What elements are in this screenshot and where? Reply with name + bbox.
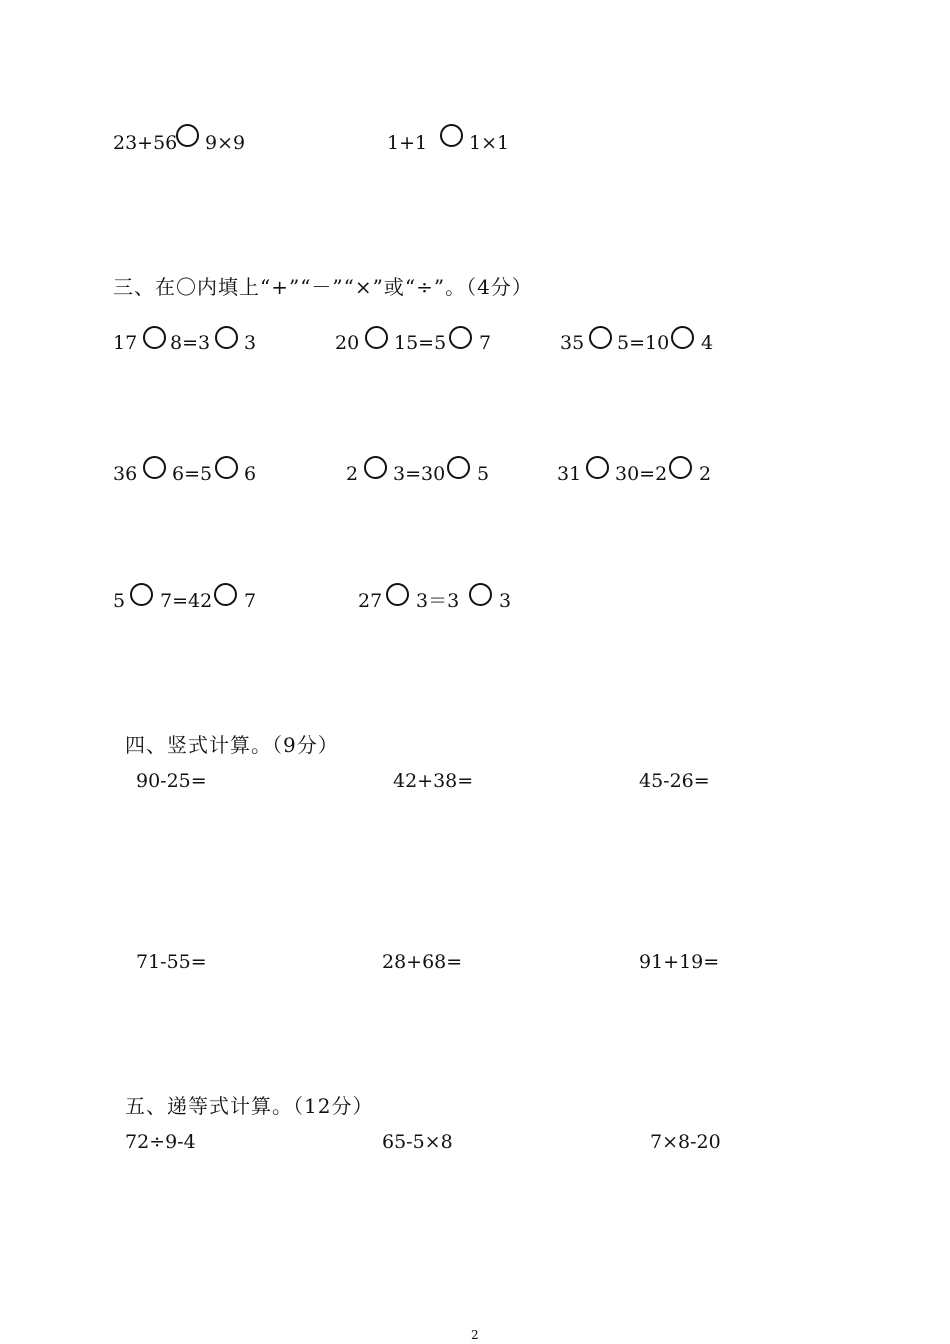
blank-circle[interactable] (130, 583, 153, 606)
blank-circle[interactable] (364, 456, 387, 479)
expr-text: 7=42 (160, 590, 213, 612)
problem-text: 71-55= (136, 951, 207, 973)
expr-text: 7 (479, 332, 492, 354)
blank-circle[interactable] (215, 326, 238, 349)
expr-text: 2 (699, 463, 712, 485)
problem-text: 91+19= (639, 951, 720, 973)
blank-circle[interactable] (440, 124, 463, 147)
expr-text: 15=5 (394, 332, 447, 354)
problem-text: 45-26= (639, 770, 710, 792)
expr-text: 1+1 (387, 132, 428, 154)
expr-text: 17 (113, 332, 138, 354)
section-5-title: 五、递等式计算。（12分） (125, 1094, 374, 1118)
blank-circle[interactable] (143, 326, 166, 349)
problem-text: 90-25= (136, 770, 207, 792)
blank-circle[interactable] (215, 456, 238, 479)
blank-circle[interactable] (365, 326, 388, 349)
expr-text: 7 (244, 590, 257, 612)
expr-text: 31 (557, 463, 582, 485)
blank-circle[interactable] (589, 326, 612, 349)
expr-text: 6 (244, 463, 257, 485)
blank-circle[interactable] (449, 326, 472, 349)
expr-text: 20 (335, 332, 360, 354)
blank-circle[interactable] (447, 456, 470, 479)
problem-text: 7×8-20 (650, 1131, 721, 1153)
section-4-title: 四、竖式计算。（9分） (125, 733, 339, 757)
blank-circle[interactable] (143, 456, 166, 479)
expr-text: 2 (346, 463, 359, 485)
section-3-title: 三、在〇内填上“+”“－”“×”或“÷”。（4分） (113, 275, 533, 299)
page-number: 2 (471, 1328, 479, 1342)
expr-text: 23+56 (113, 132, 178, 154)
blank-circle[interactable] (586, 456, 609, 479)
problem-text: 42+38= (393, 770, 474, 792)
expr-text: 27 (358, 590, 383, 612)
expr-text: 3 (499, 590, 512, 612)
expr-text: 8=3 (170, 332, 211, 354)
expr-text: 9×9 (205, 132, 246, 154)
expr-text: 35 (560, 332, 585, 354)
problem-text: 72÷9-4 (125, 1131, 196, 1153)
expr-text: 1×1 (469, 132, 510, 154)
expr-text: 36 (113, 463, 138, 485)
expr-text: 5 (477, 463, 490, 485)
blank-circle[interactable] (669, 456, 692, 479)
blank-circle[interactable] (214, 583, 237, 606)
expr-text: 5 (113, 590, 126, 612)
blank-circle[interactable] (386, 583, 409, 606)
expr-text: 3 (244, 332, 257, 354)
expr-text: 3＝3 (416, 590, 460, 612)
problem-text: 28+68= (382, 951, 463, 973)
expr-text: 3=30 (393, 463, 446, 485)
blank-circle[interactable] (469, 583, 492, 606)
blank-circle[interactable] (176, 124, 199, 147)
expr-text: 5=10 (617, 332, 670, 354)
expr-text: 30=2 (615, 463, 668, 485)
expr-text: 4 (701, 332, 714, 354)
expr-text: 6=5 (172, 463, 213, 485)
problem-text: 65-5×8 (382, 1131, 453, 1153)
blank-circle[interactable] (671, 326, 694, 349)
